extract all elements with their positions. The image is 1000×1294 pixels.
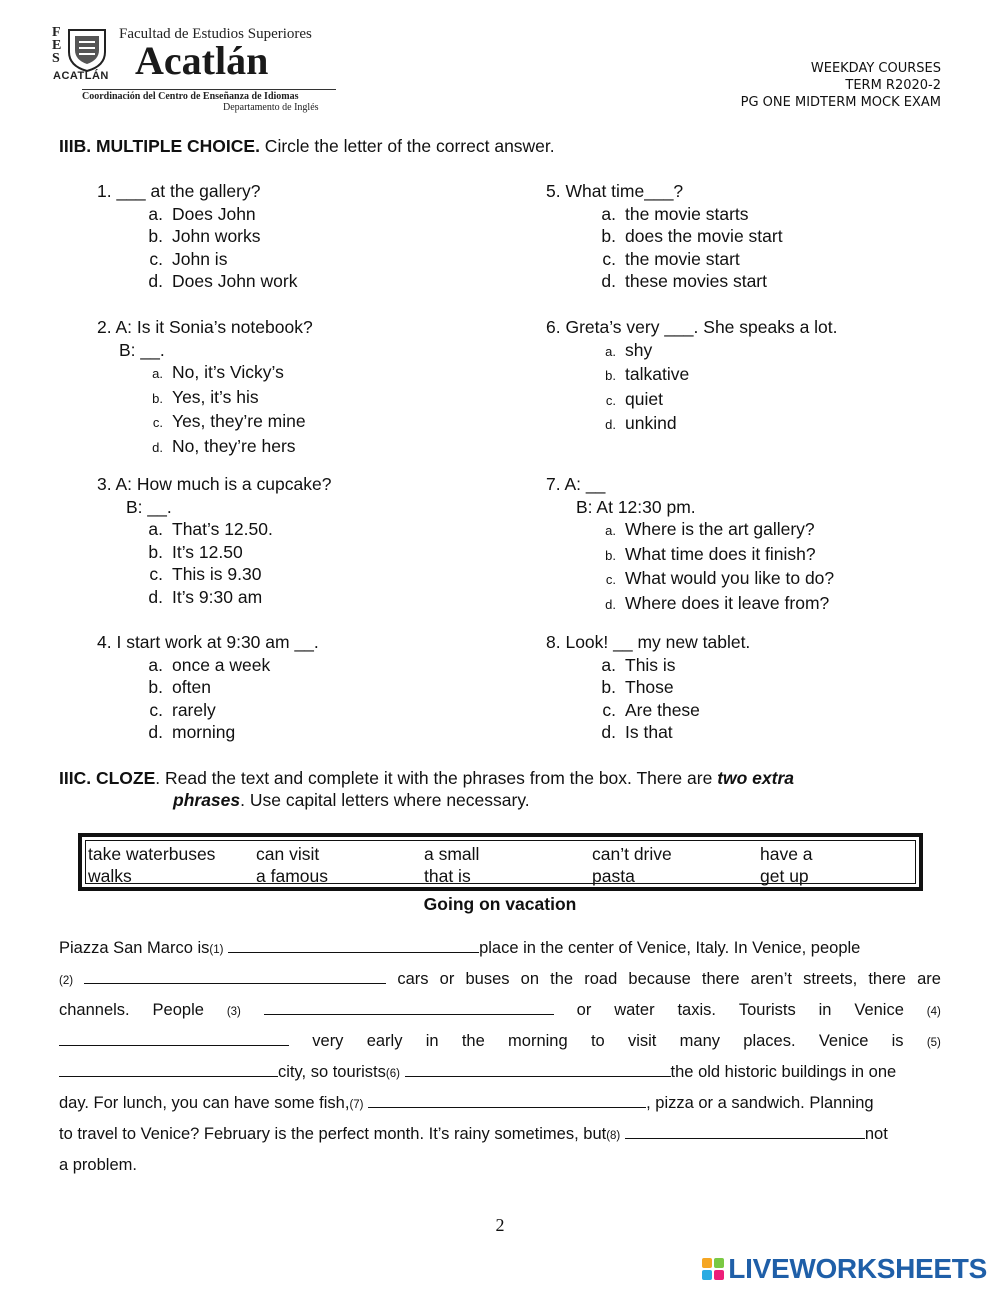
option-c[interactable]: c. quiet: [605, 388, 663, 409]
option-a[interactable]: a. once a week: [148, 654, 271, 675]
question-6: [546, 316, 838, 437]
cloze-line-1: Piazza San Marco is (1) place in the center of Venice, Italy. In Venice, people: [59, 933, 941, 964]
facultad-label: Facultad de Estudios Superiores: [119, 26, 312, 42]
cloze-text: [59, 933, 941, 1181]
phrase-can-visit: can visit: [256, 844, 320, 864]
question-7: [546, 473, 835, 617]
blank-number: (2): [59, 975, 74, 987]
acatlan-small-label: ACATLÁN: [53, 70, 109, 82]
blank-number: (6): [385, 1068, 400, 1080]
option-a[interactable]: a. No, it’s Vicky’s: [152, 362, 284, 383]
blank-3-input[interactable]: [264, 998, 554, 1015]
question-stem: A: Is it Sonia’s notebook?: [111, 317, 313, 337]
term: TERM R2020-2: [845, 78, 941, 93]
word-box: [78, 833, 923, 891]
option-a[interactable]: a. Where is the art gallery?: [605, 519, 815, 540]
blank-number: (4): [926, 1006, 941, 1018]
question-8: [546, 631, 750, 744]
question-number: 8.: [546, 632, 561, 652]
question-stem-b: B: __.: [126, 496, 172, 517]
option-d[interactable]: d. morning: [148, 722, 236, 743]
multiple-choice-title: [59, 135, 555, 157]
option-d[interactable]: d. Is that: [601, 722, 673, 743]
option-a[interactable]: a. Does John: [148, 203, 256, 224]
question-number: 6.: [546, 317, 561, 337]
question-4: [97, 631, 319, 744]
phrase-walks: walks: [88, 866, 132, 886]
option-b[interactable]: b. talkative: [605, 364, 690, 385]
section-label: IIIC. CLOZE: [59, 768, 156, 788]
blank-number: (1): [209, 944, 224, 956]
option-d[interactable]: d. It’s 9:30 am: [148, 586, 263, 607]
question-number: 7.: [546, 474, 561, 494]
cloze-line-2: (2) cars or buses on the road because there aren’t streets, there are: [59, 964, 941, 995]
question-stem: ___ at the gallery?: [111, 181, 261, 201]
liveworksheets-logo: [702, 1253, 987, 1285]
blank-1-input[interactable]: [228, 936, 479, 953]
question-2: [97, 316, 313, 460]
question-stem-b: B: __.: [119, 339, 165, 360]
question-stem: I start work at 9:30 am __.: [111, 632, 319, 652]
section-label: IIIB. MULTIPLE CHOICE.: [59, 136, 260, 156]
option-c[interactable]: c. the movie start: [602, 248, 740, 269]
blank-number: (3): [226, 1006, 241, 1018]
blank-2-input[interactable]: [84, 967, 386, 984]
question-stem: Look! __ my new tablet.: [560, 632, 751, 652]
blank-number: (5): [926, 1037, 941, 1049]
phrase-a-small: a small: [424, 844, 480, 864]
question-number: 1.: [97, 181, 112, 201]
option-c[interactable]: c. Are these: [602, 699, 700, 720]
blank-4-input[interactable]: [59, 1029, 289, 1046]
option-d[interactable]: d. No, they’re hers: [152, 435, 296, 456]
blank-6-input[interactable]: [405, 1060, 671, 1077]
option-c[interactable]: c. This is 9.30: [149, 564, 262, 585]
question-5: [546, 180, 783, 293]
option-c[interactable]: c. What would you like to do?: [605, 568, 835, 589]
blank-number: (7): [349, 1099, 364, 1111]
departamento-label: Departamento de Inglés: [223, 102, 319, 113]
fes-letters: F E S: [52, 25, 62, 66]
cloze-line-7: to travel to Venice? February is the perfect month. It’s rainy sometimes, but (8) not: [59, 1119, 941, 1150]
phrase-take-waterbuses: take waterbuses: [88, 844, 216, 864]
option-a[interactable]: a. the movie starts: [601, 203, 749, 224]
cloze-line-6: day. For lunch, you can have some fish, (7) , pizza or a sandwich. Planning: [59, 1088, 941, 1119]
option-b[interactable]: b. It’s 12.50: [148, 541, 243, 562]
cloze-line-5: city, so tourists (6) the old historic buildings in one: [59, 1057, 941, 1088]
question-number: 4.: [97, 632, 112, 652]
blank-7-input[interactable]: [368, 1091, 646, 1108]
logo-divider: [82, 89, 336, 90]
coordinacion-label: Coordinación del Centro de Enseñanza de Idiomas: [82, 91, 299, 102]
fes-emblem: [52, 26, 114, 84]
blank-5-input[interactable]: [59, 1060, 278, 1077]
option-a[interactable]: a. That’s 12.50.: [148, 519, 273, 540]
option-b[interactable]: b. John works: [148, 226, 261, 247]
blank-number: (8): [606, 1130, 621, 1142]
option-a[interactable]: a. This is: [601, 654, 676, 675]
option-b[interactable]: b. often: [148, 677, 211, 698]
question-stem: Greta’s very ___. She speaks a lot.: [560, 317, 838, 337]
question-stem: What time___?: [560, 181, 684, 201]
liveworksheets-wordmark: LIVEWORKSHEETS: [728, 1253, 987, 1284]
option-a[interactable]: a. shy: [605, 339, 653, 360]
exam-title: PG ONE MIDTERM MOCK EXAM: [740, 95, 941, 110]
phrase-get-up: get up: [760, 866, 809, 886]
question-number: 5.: [546, 181, 561, 201]
option-b[interactable]: b. What time does it finish?: [605, 543, 816, 564]
question-1: [97, 180, 298, 293]
story-title: Going on vacation: [423, 894, 577, 914]
option-b[interactable]: b. Those: [601, 677, 674, 698]
phrase-have-a: have a: [760, 844, 813, 864]
unam-crest-icon: [65, 26, 109, 72]
question-number: 2.: [97, 317, 112, 337]
option-d[interactable]: d. Does John work: [148, 271, 298, 292]
exam-info: [741, 60, 941, 111]
option-d[interactable]: d. these movies start: [601, 271, 767, 292]
question-number: 3.: [97, 474, 112, 494]
option-d[interactable]: d. Where does it leave from?: [605, 592, 830, 613]
option-c[interactable]: c. rarely: [149, 699, 216, 720]
phrase-cant-drive: can’t drive: [592, 844, 672, 864]
cloze-line-3: channels. People (3) or water taxis. Tourists in Venice (4): [59, 995, 941, 1026]
cloze-title: IIIC. CLOZE. Read the text and complete it with the phrases from the box. There are two extra phrases. Use capital letters where necessary.: [59, 768, 795, 810]
option-d[interactable]: d. unkind: [605, 413, 677, 434]
course-type: WEEKDAY COURSES: [810, 61, 941, 76]
option-b[interactable]: b. Yes, it’s his: [152, 386, 259, 407]
acatlan-wordmark: Acatlán: [135, 38, 269, 83]
question-stem: A: How much is a cupcake?: [111, 474, 332, 494]
blank-8-input[interactable]: [625, 1122, 865, 1139]
cloze-line-8: a problem.: [59, 1156, 137, 1174]
section-instructions: Circle the letter of the correct answer.: [259, 136, 555, 156]
option-b[interactable]: b. does the movie start: [601, 226, 783, 247]
question-stem-b: B: At 12:30 pm.: [576, 496, 696, 517]
liveworksheets-icon: [702, 1258, 726, 1280]
cloze-line-4: very early in the morning to visit many places. Venice is (5): [59, 1026, 941, 1057]
page-number: 2: [495, 1215, 505, 1235]
phrase-a-famous: a famous: [256, 866, 328, 886]
option-c[interactable]: c. John is: [149, 248, 228, 269]
option-c[interactable]: c. Yes, they’re mine: [152, 411, 306, 432]
question-3: [97, 473, 331, 609]
question-stem: A: __: [560, 474, 606, 494]
phrase-pasta: pasta: [592, 866, 635, 886]
phrase-that-is: that is: [424, 866, 471, 886]
